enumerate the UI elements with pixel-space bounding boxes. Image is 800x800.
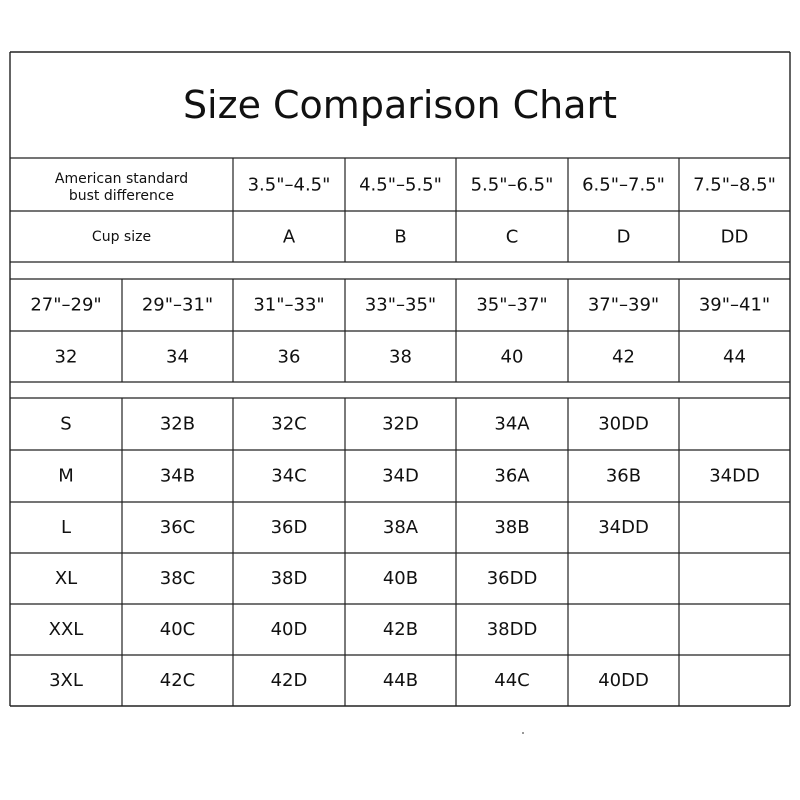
size-cell: 34B [159,465,196,487]
size-cell: 36DD [486,568,538,589]
stray-mark [522,732,524,734]
underbust-range: 33"–35" [364,294,437,316]
band-size: 42 [612,346,635,368]
cup-size-value: D [616,226,631,248]
size-cell: 36B [605,465,642,487]
bust-difference-value: 3.5"–4.5" [247,174,331,196]
size-label: XXL [48,619,84,640]
size-label: 3XL [49,670,83,691]
page-title: Size Comparison Chart [182,83,618,127]
cup-size-value: C [505,226,519,248]
underbust-range: 31"–33" [253,294,325,316]
size-cell: 40B [382,568,419,589]
bust-difference-value: 5.5"–6.5" [470,174,554,196]
size-cell: 38C [159,568,196,589]
band-size: 38 [389,346,412,368]
size-label: M [58,465,74,487]
size-cell: 40C [159,619,196,640]
bust-difference-value: 4.5"–5.5" [359,174,442,196]
size-cell: 42C [159,670,196,691]
size-cell: 44C [494,670,530,691]
band-size: 32 [54,346,78,368]
size-label: XL [54,568,78,589]
size-cell: 34A [494,413,530,435]
band-size: 44 [723,346,746,368]
size-cell: 40D [270,619,308,640]
cup-size-label: Cup size [91,229,152,245]
size-cell: 30DD [598,413,649,435]
size-cell: 38B [494,517,530,538]
band-size: 34 [166,346,189,368]
size-cell: 36D [270,517,308,538]
table-gridlines [10,52,790,706]
cup-size-value: B [394,226,407,248]
size-cell: 38DD [486,619,538,640]
size-cell: 42D [270,670,308,691]
size-cell: 36C [159,517,196,538]
bust-difference-label: American standard [54,171,189,187]
size-cell: 34D [382,465,419,487]
underbust-range: 29"–31" [141,294,214,316]
bust-difference-value: 7.5"–8.5" [693,174,776,196]
size-cell: 36A [494,465,530,487]
size-cell: 38A [382,517,419,538]
size-cell: 44B [382,670,419,691]
size-cell: 34DD [598,517,649,538]
size-label: L [60,517,72,538]
size-cell: 38D [270,568,308,589]
size-cell: 42B [382,619,419,640]
size-cell: 32C [271,413,307,435]
band-size: 40 [500,346,524,368]
size-cell: 34C [271,465,307,487]
cup-size-value: DD [720,226,749,248]
cup-size-value: A [282,226,296,248]
bust-difference-label: bust difference [68,188,175,204]
size-cell: 40DD [598,670,649,691]
band-size: 36 [277,346,301,368]
underbust-range: 27"–29" [30,294,102,316]
bust-difference-value: 6.5"–7.5" [582,174,665,196]
table-text [30,83,776,691]
underbust-range: 39"–41" [698,294,771,316]
size-label: S [60,413,72,435]
size-cell: 32D [382,413,419,435]
underbust-range: 37"–39" [587,294,660,316]
size-cell: 32B [159,413,196,435]
size-cell: 34DD [709,465,760,487]
underbust-range: 35"–37" [476,294,548,316]
